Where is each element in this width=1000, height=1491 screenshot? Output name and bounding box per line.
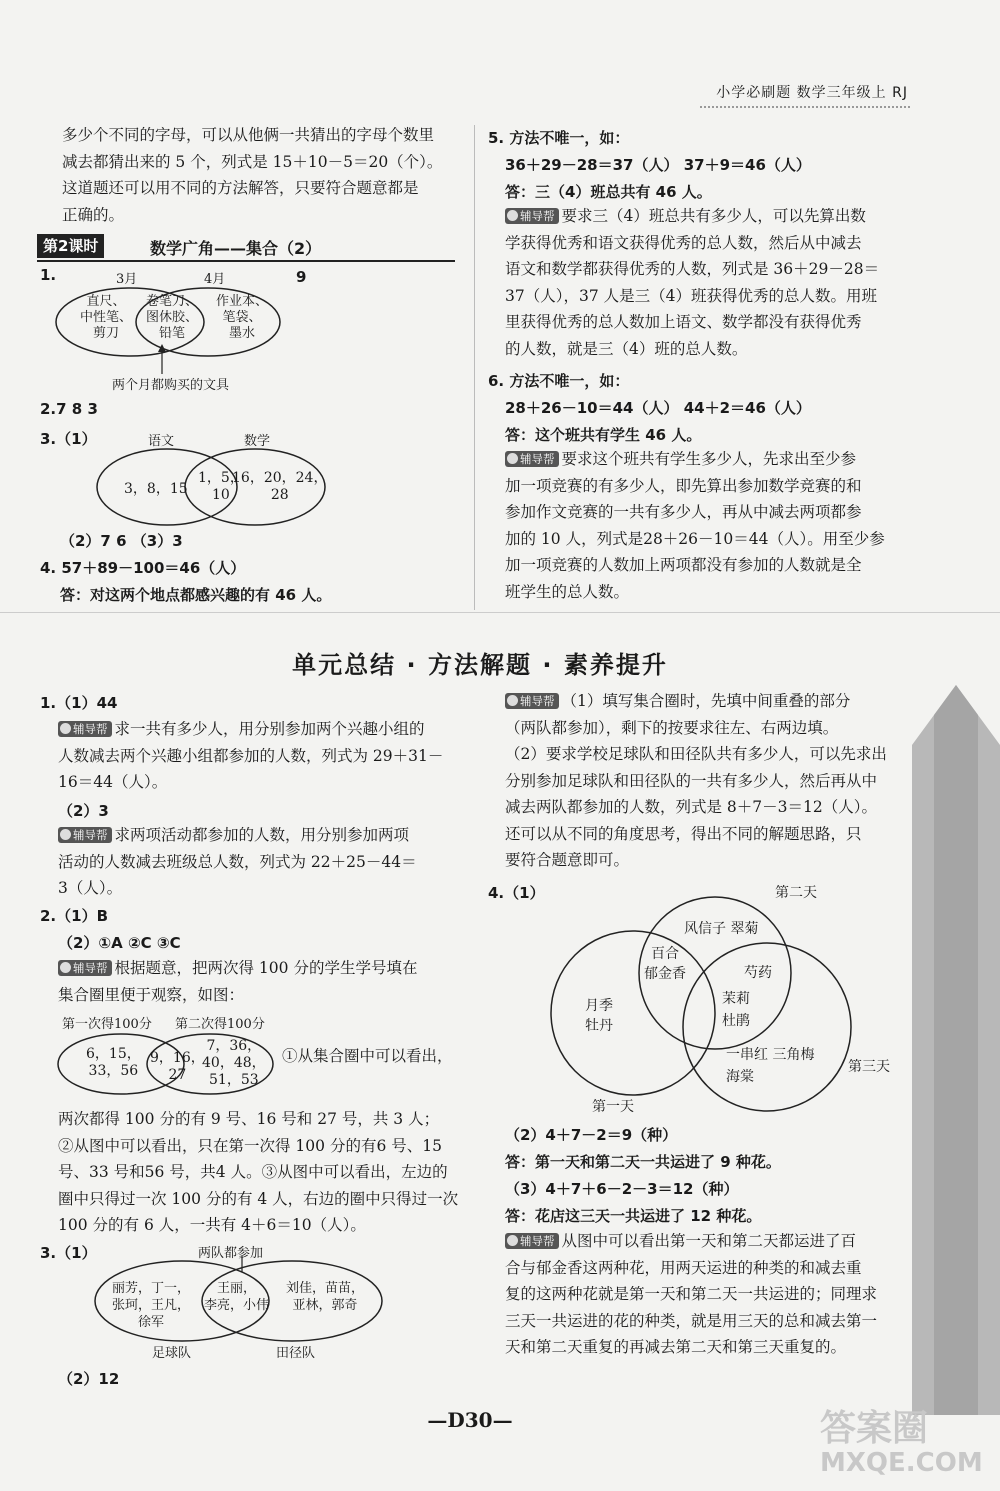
q1-number: 1. [40,266,57,284]
s-q4-part2: （2）4＋7－2＝9（种） [505,1126,678,1144]
page-number: —D30— [427,1408,513,1432]
s-q2-explanation: 两次都得 100 分的有 9 号、16 号和 27 号，共 3 人； ②从图中可以看出，只在第一次得 100 分的有6 号、15 号、33 号和56 号，共4 人。③从图中可以看出，左边的 圈中只得过一次 100 分的有 4 人，右边的圈中只得过一次 100 分的有 6 人，一共有 4＋6＝10（人）。 [58,1110,459,1234]
venn2-label-left: 语文 [148,434,175,449]
helper-tag: 辅导帮 [58,960,112,976]
s-q4-help: 辅导帮 从图中可以看出第一天和第二天都运进了百 合与郁金香这两种花，用两天运进的种类的和减去重 复的这两种花就是第一天和第二天一共运进的；同理求 三天一共运进的花的种类，就是用三天的总和减去第一 天和第二天重复的再减去第二天和第三天重复的。 [505,1232,878,1356]
helper-tag: 辅导帮 [505,208,559,224]
q6-help: 辅导帮 要求这个班共有学生多少人，先求出至少参 加一项竞赛的有多少人，即先算出参加数学竞赛的和 参加作文竞赛的一共有多少人，再从中减去两项都参 加的 10 人，列式是28＋26－10＝44（人）。用至少参 加一项竞赛的人数加上两项都没有参加的人数就是全 班学生的总人数。 [505,450,885,601]
text-line: 减去都猜出来的 5 个，列式是 15＋10－5＝20（个）。 [62,152,443,171]
venn5-label-day2: 第二天 [775,885,817,901]
s-q1-help2: 辅导帮 求两项活动都参加的人数，用分别参加两项 活动的人数减去班级总人数，列式为 22＋25－44＝ 3（人）。 [58,826,417,897]
helper-tag: 辅导帮 [58,827,112,843]
venn3-label-right: 第二次得100分 [175,1017,265,1032]
venn1-label-left: 3月 [116,272,138,287]
venn5-region-f: 一串红 三角梅 海棠 [726,1047,815,1085]
venn2-mid-values: 1，5， 10 [198,470,244,503]
venn5-region-c: 百合 郁金香 [644,946,686,982]
s-q4-part3-answer: 答：花店这三天一共运进了 12 种花。 [505,1207,762,1225]
venn1-mid-items: 卷笔刀、 图休胶、 铅笔 [146,294,199,341]
venn4-top-label: 两队都参加 [198,1246,264,1261]
top-left-continuation [62,122,442,228]
lesson-title: 数学广角——集合（2） [150,239,322,258]
venn4-label-left: 足球队 [152,1346,192,1361]
venn3-right-values: 7，36， 40，48， 51，53 [202,1038,266,1088]
s-q1-help1: 辅导帮 求一共有多少人，用分别参加两个兴趣小组的 人数减去两个兴趣小组都参加的人数，列式为 29＋31－ 16＝44（人）。 [58,720,444,791]
q6-equation: 28＋26－10＝44（人） 44＋2＝46（人） [505,399,811,417]
venn3-label-left: 第一次得100分 [62,1017,152,1032]
q6-answer: 答：这个班共有学生 46 人。 [505,426,702,444]
q6-heading: 6. 方法不唯一，如： [488,372,630,390]
helper-tag: 辅导帮 [505,451,559,467]
watermark-url: MXQE.COM [820,1448,983,1478]
venn1-note: 两个月都购买的文具 [112,378,230,393]
s-q1-part1: 1.（1）44 [40,694,118,712]
q3-number: 3.（1） [40,430,97,448]
section-divider [0,612,1000,613]
s-q1-part2: （2）3 [58,802,109,820]
column-divider [474,125,475,610]
s-q2-help: 辅导帮 根据题意，把两次得 100 分的学生学号填在 集合圈里便于观察，如图： [58,959,418,1004]
s-q3-part2: （2）12 [58,1370,120,1388]
s-q4-part2-answer: 答：第一天和第二天一共运进了 9 种花。 [505,1153,781,1171]
venn3-followup: ①从集合圈中可以看出， [282,1047,453,1065]
s-q2-part1: 2.（1）B [40,907,109,925]
venn4-label-right: 田径队 [276,1346,316,1361]
s-q2-part2: （2）①A ②C ③C [58,934,181,952]
venn4-right-names: 刘佳，苗苗， 亚林，郭奇 [286,1281,365,1313]
decorative-side-banner [912,685,1000,1415]
q5-heading: 5. 方法不唯一，如： [488,129,630,147]
text-line: 这道题还可以用不同的方法解答，只要符合题意都是 [62,179,419,197]
q5-equation: 36＋29－28＝37（人） 37＋9＝46（人） [505,156,811,174]
text-line: 多少个不同的字母，可以从他俩一共猜出的字母个数里 [62,126,435,144]
book-header: 小学必刷题 数学三年级上 RJ [716,85,908,101]
venn1-left-items: 直尺、 中性笔、 剪刀 [80,294,133,341]
venn4-mid-names: 王丽， 李亮，小伟 [204,1281,270,1313]
section-title: 单元总结 · 方法解题 · 素养提升 [292,651,668,679]
venn4-left-names: 丽芳，丁一， 张珂，王凡， 徐军 [112,1281,191,1330]
venn3-mid-values: 9，16， 27 [150,1050,205,1083]
venn5-region-d: 芍药 [744,965,772,981]
venn5-region-e: 茉莉 杜鹃 [722,991,750,1029]
venn1-label-right: 4月 [204,272,226,287]
lesson-badge: 第2课时 [37,234,104,258]
q1-answer-count: 9 [296,268,307,286]
venn1-right-items: 作业本、 笔袋、 墨水 [216,294,269,341]
s-q3-help: 辅导帮 （1）填写集合圈时，先填中间重叠的部分 （两队都参加），剩下的按要求往左、右两边填。 （2）要求学校足球队和田径队共有多少人，可以先求出 分别参加足球队和田径队的一共有多少人，然后再从中 减去两队都参加的人数，列式是 8＋7－3＝12（人）。 还可以从不同的角度思考，得出不同的解题思路，只 要符合题意即可。 [505,692,887,869]
venn2-label-right: 数学 [244,434,271,449]
venn2-left-values: 3，8，15 [124,481,188,497]
q4-answer: 答：对这两个地点都感兴趣的有 46 人。 [60,586,332,604]
q4-equation: 4. 57＋89－100＝46（人） [40,559,246,577]
helper-tag: 辅导帮 [58,721,112,737]
venn3-left-values: 6，15， 33，56 [86,1046,141,1079]
venn5-label-day1: 第一天 [592,1099,634,1115]
venn5-region-a: 月季 牡丹 [585,998,613,1034]
watermark-logo: 答案圈 [820,1408,929,1449]
s-q4-number: 4.（1） [488,884,545,902]
venn5-region-b: 风信子 翠菊 [684,921,759,937]
q2-answer: 2.7 8 3 [40,400,98,418]
header-divider [700,106,910,108]
text-line: 正确的。 [62,205,125,224]
q5-answer: 答：三（4）班总共有 46 人。 [505,183,712,201]
helper-tag: 辅导帮 [505,693,559,709]
helper-tag: 辅导帮 [505,1233,559,1249]
q5-help: 辅导帮 要求三（4）班总共有多少人，可以先算出数 学获得优秀和语文获得优秀的总人数，然后从中减去 语文和数学都获得优秀的人数，列式是 36＋29－28＝ 37（人），37 人是三（4）班获得优秀的总人数。用班 里获得优秀的总人数加上语文、数学都没有获得优秀 的人数，就是三（4）班的总人数。 [505,207,880,358]
venn5-label-day3: 第三天 [848,1059,890,1075]
venn2-right-values: 16，20，24， 28 [232,470,328,503]
s-q4-part3: （3）4＋7＋6－2－3＝12（种） [505,1180,739,1198]
s-q3-number: 3.（1） [40,1244,97,1262]
q3-part2: （2）7 6 （3）3 [60,532,183,550]
